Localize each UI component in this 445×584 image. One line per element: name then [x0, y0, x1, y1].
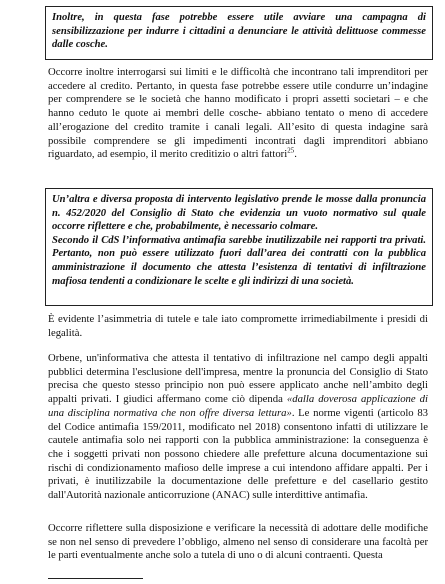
- paragraph-reflection: [48, 522, 428, 563]
- footnote-reference[interactable]: 25: [287, 146, 295, 155]
- paragraph-council-part2: . Le norme vigenti (articolo 83 del Codice antimafia 159/2011, modificato nel 2018) consentono infatti di utilizzare le cautele antimafia solo nei rapporti con la pubblica amministrazione: la conseguenza è che i soggetti privati non possono chiedere alle prefetture alcuna documentazione sui rischi di condizionamento mafioso delle imprese a cui intendono affidare appalti. Per i privati, è inutilizzabile la documentazione delle prefetture e del casellario gestito dall'Autorità nazionale anticorruzione (ANAC) sulle interdittive antimafia.: [48, 406, 429, 502]
- paragraph-credit-access-end: .: [294, 148, 297, 161]
- box-text-campaign: Inoltre, in questa fase potrebbe essere utile avviare una campagna di sensibilizzazione per indurre i cittadini a denunciare le attività delittuose commesse dalle cosche.: [52, 12, 426, 51]
- paragraph-council-of-state: [48, 352, 428, 503]
- footnote-separator: [48, 578, 143, 579]
- paragraph-credit-access-text: [48, 66, 428, 162]
- box-text-proposal-1: Un’altra e diversa proposta di intervento legislativo prende le mosse dalla pronuncia n. 452/2020 del Consiglio di Stato che evidenzia un vuoto normativo sul quale occorre riflettere e che, probabilmente, è necessario colmare.: [52, 194, 426, 233]
- highlight-box-campaign: [45, 6, 433, 60]
- paragraph-credit-access: [48, 66, 428, 162]
- paragraph-council-quote: «dalla doverosa applicazione di una disciplina normativa che non offre diversa lettura»: [48, 393, 428, 419]
- paragraph-asymmetry: [48, 313, 428, 340]
- paragraph-council-of-state-text: [48, 352, 428, 503]
- paragraph-credit-access-body: Occorre inoltre interrogarsi sui limiti e le difficoltà che incontrano tali imprenditori per accedere al credito. Pertanto, in questa fase potrebbe essere utile condurre un’indagine per comprendere se le società che hanno modificato i propri assetti societari – e che hanno ceduto le quote ai membri delle cosche- abbiano tentato o meno di accedere all’erogazione del credito tramite i canali legali. All’esito di questa indagine sarà possibile comprendere se gli impedimenti incontrati dagli imprenditori abbiano riguardato, ad esempio, il merito creditizio o altri fattori: [48, 66, 428, 161]
- highlight-box-proposal: [45, 188, 433, 306]
- paragraph-council-part1: Orbene, un'informativa che attesta il tentativo di infiltrazione nel campo degli appalti pubblici determina l'esclusione dell'impresa, mentre la pronuncia del Consiglio di Stato precisa che questo stesso principio non può essere applicato anche nell’ambito degli appalti privati. I giudici affermano come ciò dipenda: [48, 352, 428, 406]
- paragraph-asymmetry-text: È evidente l’asimmetria di tutele e tale iato compromette irrimediabilmente i presidi di legalità.: [48, 313, 428, 339]
- paragraph-reflection-text: Occorre riflettere sulla disposizione e verificare la necessità di adottare delle modifiche se non nel senso di prevedere l’obbligo, almeno nel senso di considerare una facoltà per le parti eventualmente anche solo a tutela di uno o di alcuni contraenti. Questa: [48, 522, 428, 562]
- box-text-proposal-2: Secondo il CdS l’informativa antimafia sarebbe inutilizzabile nei rapporti tra privati. Pertanto, non può essere utilizzato fuori dall’area dei contratti con la pubblica amministrazione il documento che attesta l’esistenza di tentativi di infiltrazione mafiosa tendenti a condizionare le scelte e gli indirizzi di una società.: [52, 234, 426, 287]
